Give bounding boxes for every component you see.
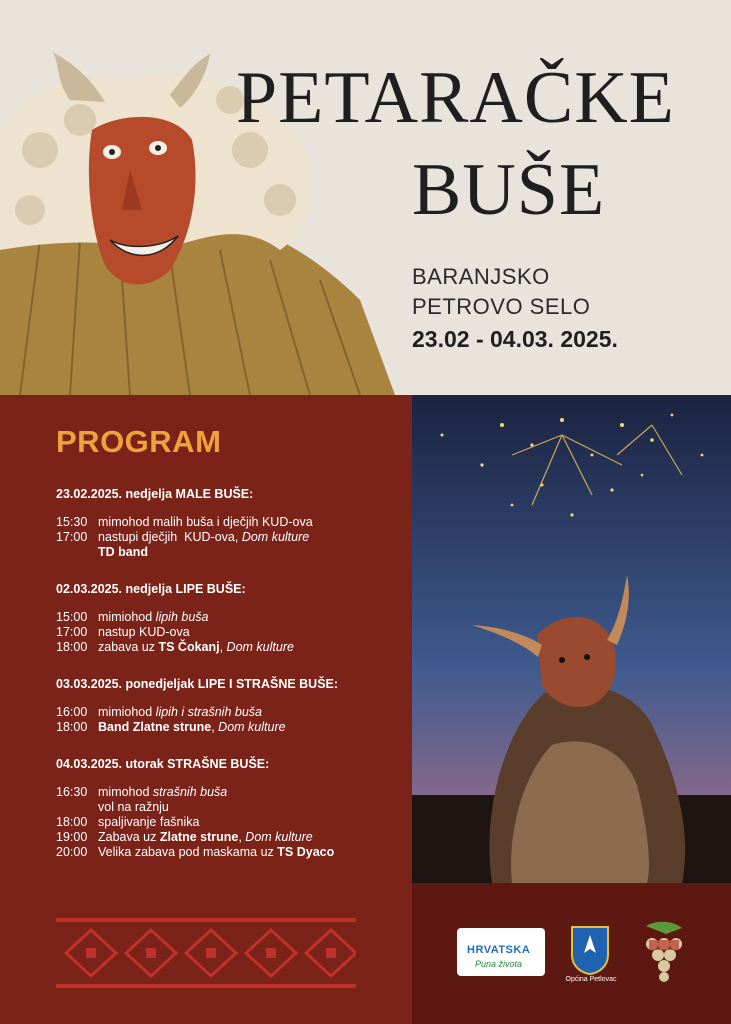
program-day (56, 677, 406, 735)
event-description (98, 830, 313, 845)
event-time: 17:00 (56, 625, 88, 639)
program-list (56, 487, 406, 882)
event-time (56, 800, 98, 815)
program-event (56, 545, 406, 560)
program-day-title: 23.02.2025. nedjelja MALE BUŠE: (56, 487, 254, 501)
event-description (98, 610, 209, 625)
location (412, 262, 590, 322)
event-text: TD band (98, 545, 148, 559)
festival-dates: 23.02 - 04.03. 2025. (412, 326, 618, 352)
event-text: mimohod malih buša i dječjih KUD-ova (98, 515, 313, 529)
event-text: , (211, 720, 219, 734)
event-description (98, 640, 294, 655)
event-text: TS Čokanj (158, 640, 220, 654)
event-text: vol na ražnju (98, 800, 169, 814)
event-time: 15:30 (56, 515, 88, 529)
hrvatska-logo (457, 928, 545, 976)
title-line-1: PETARAČKE (236, 57, 675, 139)
event-description (98, 720, 286, 735)
location-line-1: BARANJSKO (412, 264, 550, 289)
event-description (98, 705, 262, 720)
event-description (98, 815, 199, 830)
event-time: 18:00 (56, 640, 88, 654)
event-text: mimiohod (98, 705, 156, 719)
event-text: TS Dyaco (277, 845, 335, 859)
event-text: nastupi dječjih KUD-ova, (98, 530, 242, 544)
event-time (56, 545, 98, 560)
event-text: Velika zabava pod maskama uz (98, 845, 278, 859)
event-text: , (238, 830, 246, 844)
event-time: 19:00 (56, 830, 88, 844)
event-time: 18:00 (56, 815, 88, 829)
event-time: 15:00 (56, 610, 88, 624)
program-event (56, 720, 406, 735)
event-time: 16:00 (56, 705, 88, 719)
program-event (56, 800, 406, 815)
event-description (98, 515, 313, 530)
folk-pattern (56, 918, 356, 988)
program-day-title: 04.03.2025. utorak STRAŠNE BUŠE: (56, 757, 270, 771)
hrvatska-logo-name: HRVATSKA (467, 944, 531, 956)
program-event (56, 625, 406, 640)
event-text: mimohod (98, 785, 153, 799)
program-event (56, 785, 406, 800)
program-event (56, 530, 406, 545)
festival-title (236, 52, 716, 236)
program-day (56, 582, 406, 655)
program-event (56, 845, 406, 860)
program-event (56, 640, 406, 655)
event-text: nastup KUD-ova (98, 625, 190, 639)
event-description (98, 530, 309, 545)
event-time: 16:30 (56, 785, 88, 799)
event-text: zabava uz (98, 640, 159, 654)
event-text: lipih i strašnih buša (155, 705, 262, 719)
event-text: Zlatne strune (159, 830, 239, 844)
event-text: Dom kulture (218, 720, 286, 734)
program-heading: PROGRAM (56, 424, 222, 459)
event-text: Dom kulture (226, 640, 294, 654)
event-text: Dom kulture (241, 530, 310, 544)
title-line-2: BUŠE (412, 149, 606, 231)
hrvatska-logo-slogan: Puna života (475, 959, 523, 969)
event-text: Dom kulture (245, 830, 313, 844)
event-description (98, 845, 334, 860)
event-description (98, 625, 190, 640)
event-text: Band Zlatne strune (98, 720, 212, 734)
event-text: , (219, 640, 227, 654)
event-text: spaljivanje fašnika (98, 815, 200, 829)
program-event (56, 830, 406, 845)
event-text: strašnih buša (152, 785, 228, 799)
program-day-title: 03.03.2025. ponedjeljak LIPE I STRAŠNE BUŠE: (56, 677, 339, 691)
program-day-title: 02.03.2025. nedjelja LIPE BUŠE: (56, 582, 246, 596)
location-line-2: PETROVO SELO (412, 294, 591, 319)
program-event (56, 705, 406, 720)
event-time: 17:00 (56, 530, 88, 544)
municipality-crest-icon (570, 925, 610, 975)
program-event (56, 515, 406, 530)
grape-logo-icon (636, 920, 692, 990)
event-description (98, 800, 169, 815)
fireworks-photo (412, 395, 731, 883)
event-text: Zabava uz (98, 830, 160, 844)
program-day (56, 487, 406, 560)
program-day (56, 757, 406, 860)
event-text: mimiohod (98, 610, 156, 624)
event-text: lipih buša (155, 610, 209, 624)
program-event (56, 610, 406, 625)
event-time: 18:00 (56, 720, 88, 734)
event-time: 20:00 (56, 845, 88, 859)
event-description (98, 785, 227, 800)
program-event (56, 815, 406, 830)
crest-label: Općina Petlovac (565, 976, 617, 983)
event-description (98, 545, 148, 560)
